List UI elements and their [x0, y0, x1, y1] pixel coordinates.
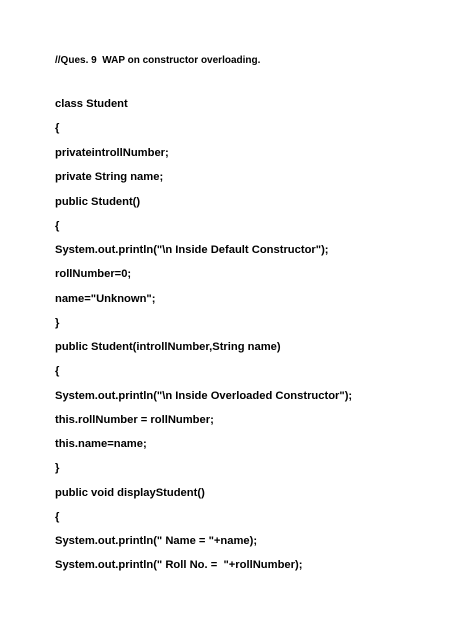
code-line: { — [55, 122, 60, 134]
code-line: } — [55, 462, 60, 474]
code-line: this.rollNumber = rollNumber; — [55, 414, 214, 426]
code-line: } — [55, 317, 60, 329]
code-line: { — [55, 511, 60, 523]
code-line: System.out.println("\n Inside Default Constructor"); — [55, 244, 329, 256]
code-line: public Student(introllNumber,String name) — [55, 341, 281, 353]
code-line: class Student — [55, 98, 128, 110]
code-line: System.out.println(" Roll No. = "+rollNumber); — [55, 559, 303, 571]
code-line: public void displayStudent() — [55, 487, 205, 499]
code-line: { — [55, 220, 60, 232]
code-line: this.name=name; — [55, 438, 147, 450]
code-line: System.out.println("\n Inside Overloaded Constructor"); — [55, 390, 353, 402]
code-line: private String name; — [55, 171, 164, 183]
question-heading: //Ques. 9 WAP on constructor overloading. — [55, 55, 261, 66]
code-line: name="Unknown"; — [55, 293, 156, 305]
code-line: public Student() — [55, 196, 141, 208]
code-line: privateintrollNumber; — [55, 147, 169, 159]
code-line: rollNumber=0; — [55, 268, 132, 280]
code-line: System.out.println(" Name = "+name); — [55, 535, 258, 547]
code-line: { — [55, 365, 60, 377]
